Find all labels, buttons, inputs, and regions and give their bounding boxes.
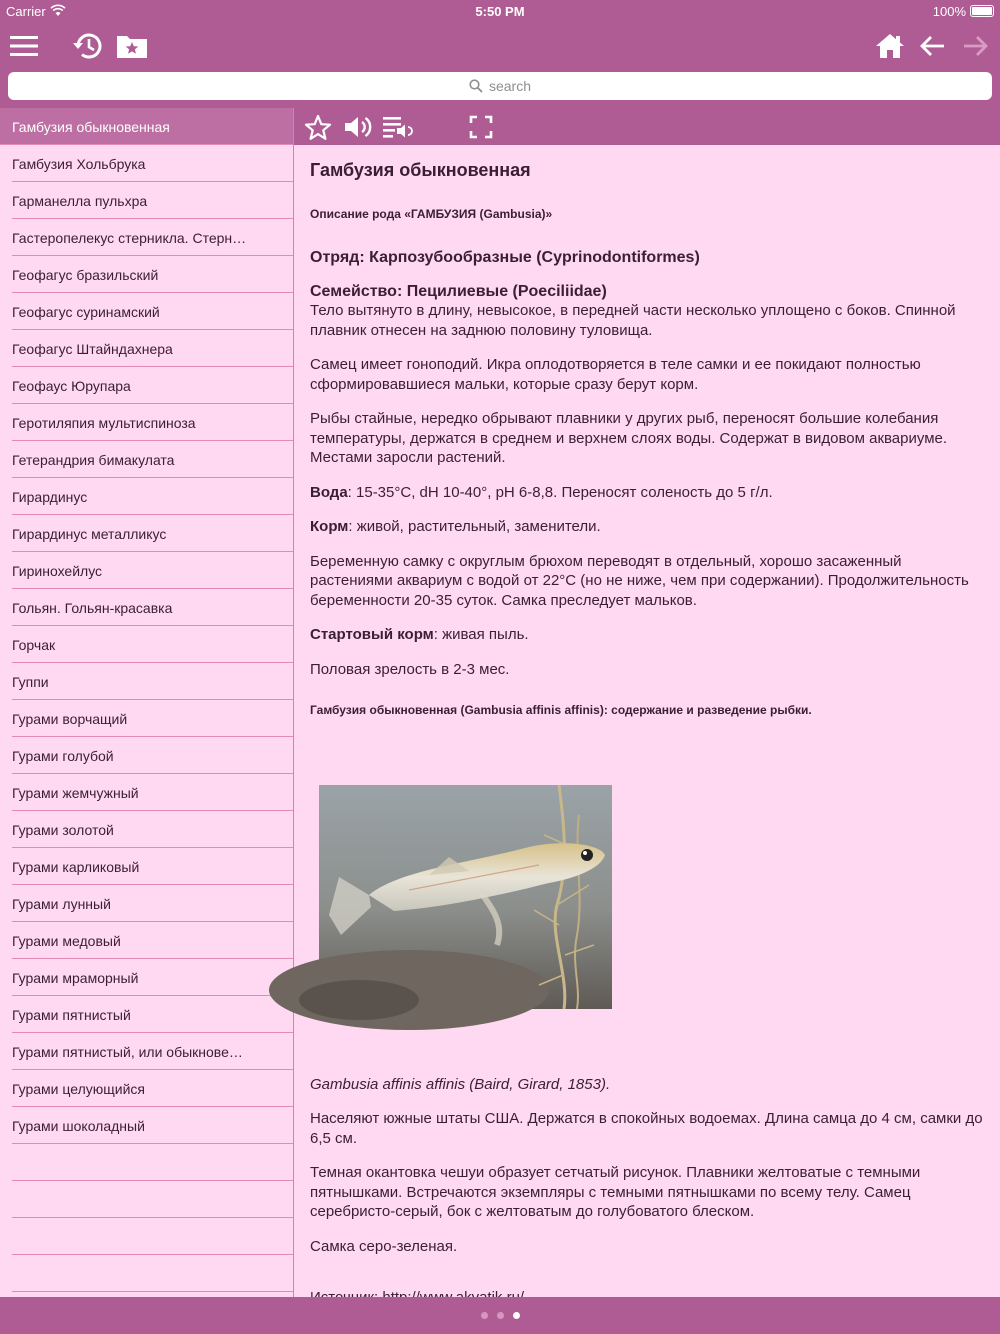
bottom-bar [0,1297,1000,1334]
sidebar-item[interactable] [0,515,293,552]
female-paragraph: Самка серо-зеленая. [310,1237,458,1255]
water-label: Вода [310,483,348,501]
sidebar-item[interactable] [0,996,293,1033]
starter-feed-paragraph [310,625,984,645]
sidebar-item[interactable] [0,330,293,367]
feed-paragraph [310,517,984,537]
sidebar-item[interactable] [0,108,293,145]
sidebar-item-label: Геофагус суринамский [12,303,160,320]
sidebar-empty-row [0,1144,293,1181]
sidebar-item[interactable] [0,737,293,774]
sidebar-item-label: Гурами пятнистый, или обыкнове… [12,1043,243,1060]
school-paragraph: Рыбы стайные, нередко обрывают плавники у других рыб, переносят большие колебания температуры, держатся в среднем и верхнем слоях воды. Содержат в видовом аквариуме. Местами заросли растений. [310,410,948,466]
pregnancy-paragraph: Беременную самку с округлым брюхом переводят в отдельный, хорошо засаженный растениями аквариум с водой от 22°C (но не ниже, чем при содержании). Продолжительность беременности 20-35 суток. Самка преследует мальков. [310,552,969,609]
home-icon[interactable] [870,26,910,66]
sidebar-item[interactable] [0,811,293,848]
sidebar-item[interactable] [0,959,293,996]
sidebar-item-label: Гурами ворчащий [12,710,128,727]
fish-photo [319,785,612,1009]
sidebar-item-label: Гетерандрия бимакулата [12,451,175,468]
sidebar-item[interactable] [0,367,293,404]
search-input[interactable] [8,72,992,100]
coloration-paragraph: Темная окантовка чешуи образует сетчатый рисунок. Плавники желтоватые с темными пятнышками. Встречаются экземпляры с темными пятнышками по всему телу. Самец серебристо-серый, бок с желтоватым до голубоватого блеском. [310,1164,921,1220]
speaker-icon[interactable] [342,111,374,143]
sidebar-item[interactable] [0,441,293,478]
page-indicator[interactable] [0,1312,1000,1319]
feed-text: : живой, растительный, заменители. [348,518,601,535]
sidebar-item[interactable] [0,1033,293,1070]
page-dot[interactable] [481,1312,488,1319]
male-paragraph: Самец имеет гоноподий. Икра оплодотворяется в теле самки и ее покидают полностью сформировавшиеся мальки, которые сразу берут корм. [310,356,921,393]
sidebar-item[interactable] [0,552,293,589]
sidebar-item[interactable] [0,256,293,293]
sidebar-item[interactable] [0,626,293,663]
status-bar [0,0,1000,22]
sidebar-item-label: Гурами карликовый [12,858,140,875]
sidebar-item-label: Гурами мраморный [12,969,139,986]
back-arrow-icon[interactable] [913,26,953,66]
forward-arrow-icon[interactable] [955,26,995,66]
family-description: Тело вытянуто в длину, невысокое, в передней части несколько уплощено с боков. Спинной плавник отнесен на заднюю половину туловища. [310,302,956,339]
sidebar-item-label: Гамбузия обыкновенная [12,118,170,135]
search-icon [469,79,483,93]
sidebar-item[interactable] [0,885,293,922]
sidebar-item-label: Гастеропелекус стерникла. Стерн… [12,229,247,246]
menu-icon[interactable] [4,26,44,66]
sidebar-item-label: Геротиляпия мультиспиноза [12,414,196,431]
sidebar-item-label: Гурами золотой [12,821,114,838]
sidebar-item[interactable] [0,922,293,959]
sidebar-item[interactable] [0,478,293,515]
clock: 5:50 PM [475,4,525,19]
habitat-paragraph: Населяют южные штаты США. Держатся в спокойных водоемах. Длина самца до 4 см, самки до 6,5 см. [310,1110,983,1147]
sidebar-item[interactable] [0,1070,293,1107]
battery-percent: 100% [932,4,966,19]
playlist-audio-icon[interactable] [382,111,414,143]
sidebar-item-label: Гарманелла пульхра [12,192,148,209]
battery-icon [970,5,994,17]
top-toolbar [0,22,1000,70]
sidebar-item-label: Геофагус бразильский [12,266,159,283]
maturity-paragraph: Половая зрелость в 2-3 мес. [310,660,510,678]
sidebar-item-label: Гурами жемчужный [12,784,139,801]
fullscreen-icon[interactable] [465,111,497,143]
sidebar-item[interactable] [0,182,293,219]
favorites-folder-icon[interactable] [112,26,152,66]
water-paragraph [310,483,984,503]
species-list [0,108,293,1297]
sidebar-item-label: Геофаус Юрупара [12,377,131,394]
water-text: : 15-35°C, dH 10-40°, pH 6-8,8. Переносят соленость до 5 г/л. [347,483,773,501]
sidebar-item-label: Гурами шоколадный [12,1117,145,1134]
sidebar-item[interactable] [0,848,293,885]
star-icon[interactable] [302,111,334,143]
search-bar-container [0,70,1000,108]
sidebar-item[interactable] [0,293,293,330]
sidebar-item[interactable] [0,700,293,737]
sidebar-item-label: Гамбузия Хольбрука [12,155,146,172]
sidebar-item-label: Гурами целующийся [12,1080,145,1097]
page-dot-active[interactable] [513,1312,520,1319]
article-content [294,145,1000,1297]
sidebar-item[interactable] [0,774,293,811]
sidebar-empty-row [0,1218,293,1255]
sidebar-item-label: Геофагус Штайндахнера [12,340,173,357]
starter-label: Стартовый корм [310,626,434,643]
history-icon[interactable] [68,26,108,66]
sidebar-item[interactable] [0,219,293,256]
sidebar-item-label: Гирардинус [12,488,88,505]
sidebar-empty-row [0,1255,293,1292]
order-heading: Отряд: Карпозубообразные (Cyprinodontiformes) [310,249,700,266]
sidebar-item-label: Гуппи [12,673,49,690]
sidebar-item-label: Гирардинус металликус [12,525,167,542]
sidebar-item[interactable] [0,1107,293,1144]
search-placeholder: search [488,78,532,94]
starter-text: : живая пыль. [433,626,529,643]
article-toolbar [294,108,1000,145]
latin-name: Gambusia affinis affinis (Baird, Girard, 1853). [310,1075,611,1093]
sidebar-item[interactable] [0,404,293,441]
page-dot[interactable] [497,1312,504,1319]
sidebar-item-label: Гиринохейлус [12,562,103,579]
species-heading: Гамбузия обыкновенная (Gambusia affinis affinis): содержание и разведение рыбки. [310,703,812,717]
sidebar-empty-row [0,1181,293,1218]
sidebar-item-label: Горчак [12,636,56,653]
sidebar-item-label: Гурами медовый [12,932,121,949]
sidebar-item-label: Гольян. Гольян-красавка [12,599,173,616]
sidebar-item-label: Гурами лунный [12,895,111,912]
family-heading: Семейство: Пецилиевые (Poeciliidae) [310,282,607,300]
sidebar-item[interactable] [0,663,293,700]
sidebar-item-label: Гурами голубой [12,747,114,764]
sidebar-item[interactable] [0,145,293,182]
sidebar-item-label: Гурами пятнистый [12,1006,131,1023]
sidebar-item[interactable] [0,589,293,626]
genre-description-link: Описание рода «ГАМБУЗИЯ (Gambusia)» [310,206,553,221]
carrier-label: Carrier [6,4,46,19]
feed-label: Корм [310,518,349,535]
article-title: Гамбузия обыкновенная [310,160,531,180]
